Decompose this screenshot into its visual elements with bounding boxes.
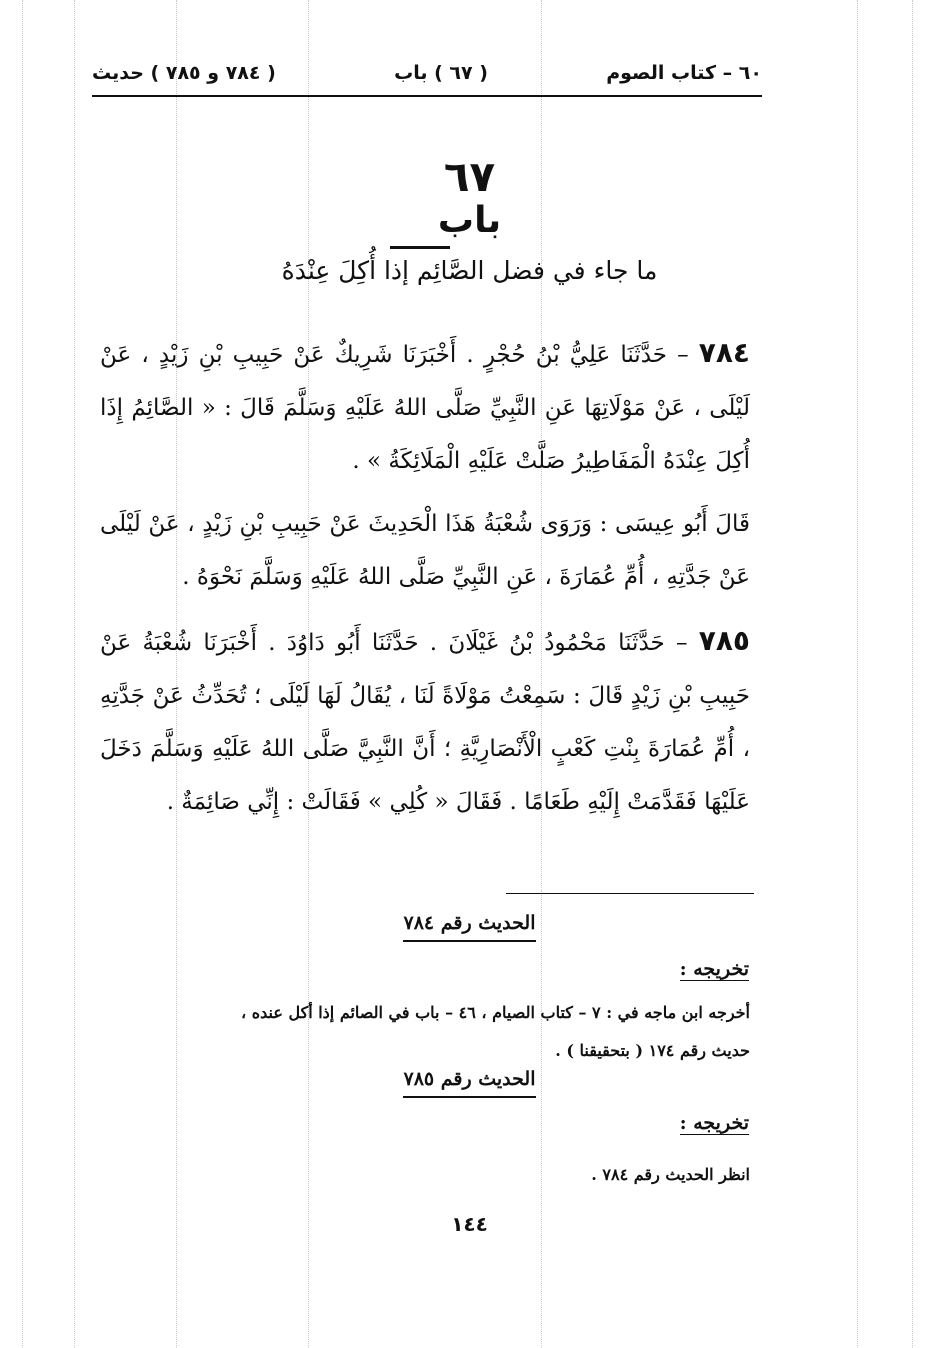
footnote-line: أخرجه ابن ماجه في : ٧ – كتاب الصيام ، ٤٦ – باب في الصائم إذا أكل عنده ، bbox=[241, 1003, 750, 1022]
chapter-heading: ما جاء في فضل الصَّائِم إذا أُكِلَ عِنْدَهُ bbox=[281, 256, 658, 285]
hadith-784 bbox=[100, 326, 750, 488]
header-hadith-range: ( ٧٨٤ و ٧٨٥ ) حديث bbox=[92, 62, 276, 84]
hadith-785 bbox=[100, 614, 750, 829]
footnote-line: انظر الحديث رقم ٧٨٤ . bbox=[591, 1165, 750, 1184]
footnote-line: حديث رقم ١٧٤ ( بتحقيقنا ) . bbox=[555, 1041, 750, 1060]
chapter-number: ٦٧ bbox=[443, 152, 496, 201]
header-rule bbox=[92, 95, 762, 97]
header-chapter: ( ٦٧ ) باب bbox=[394, 62, 488, 84]
hadith-number: ٧٨٥ bbox=[698, 624, 751, 657]
bab-title: باب bbox=[437, 200, 502, 241]
footnote-separator bbox=[506, 893, 754, 894]
footnote-title-text: الحديث رقم ٧٨٤ bbox=[403, 912, 535, 942]
running-header bbox=[92, 56, 762, 90]
takhrij-label: تخريجه : bbox=[679, 958, 749, 980]
hadith-number: ٧٨٤ bbox=[698, 336, 751, 369]
footnote-title-text: الحديث رقم ٧٨٥ bbox=[403, 1068, 535, 1098]
hadith-text: – حَدَّثَنَا مَحْمُودُ بْنُ غَيْلَانَ . حَدَّثَنَا أَبُو دَاوُدَ . أَخْبَرَنَا شُعْبَةُ عَنْ حَبِيبِ بْنِ زَيْدٍ قَالَ : سَمِعْتُ مَوْلَاةً لَنَا ، يُقَالُ لَهَا لَيْلَى ؛ تُحَدِّثُ عَنْ جَدَّتِهِ ، أُمِّ عُمَارَةَ بِنْتِ كَعْبٍ الْأَنْصَارِيَّةِ ؛ أَنَّ النَّبِيَّ صَلَّى اللهُ عَلَيْهِ وَسَلَّمَ دَخَلَ عَلَيْهَا فَقَدَّمَتْ إِلَيْهِ طَعَامًا . فَقَالَ « كُلِي » فَقَالَتْ : إِنِّي صَائِمَةٌ . bbox=[100, 630, 750, 815]
abu-isa-note: قَالَ أَبُو عِيسَى : وَرَوَى شُعْبَةُ هَذَا الْحَدِيثَ عَنْ حَبِيبِ بْنِ زَيْدٍ ، عَنْ لَيْلَى عَنْ جَدَّتِهِ ، أُمِّ عُمَارَةَ ، عَنِ النَّبِيِّ صَلَّى اللهُ عَلَيْهِ وَسَلَّمَ نَحْوَهُ . bbox=[100, 511, 750, 590]
main-text bbox=[100, 326, 750, 839]
header-book-title: ٦٠ – كتاب الصوم bbox=[606, 62, 762, 84]
footnote-title bbox=[0, 912, 939, 942]
takhrij-label: تخريجه : bbox=[679, 1112, 749, 1134]
page-number: ١٤٤ bbox=[451, 1212, 488, 1236]
bab-underline bbox=[390, 246, 450, 249]
hadith-text: – حَدَّثَنَا عَلِيُّ بْنُ حُجْرٍ . أَخْبَرَنَا شَرِيكٌ عَنْ حَبِيبِ بْنِ زَيْدٍ ، عَنْ لَيْلَى ، عَنْ مَوْلَاتِهَا عَنِ النَّبِيِّ صَلَّى اللهُ عَلَيْهِ وَسَلَّمَ قَالَ : « الصَّائِمُ إِذَا أُكِلَ عِنْدَهُ الْمَفَاطِيرُ صَلَّتْ عَلَيْهِ الْمَلَائِكَةُ » . bbox=[100, 342, 750, 474]
footnote-title bbox=[0, 1068, 939, 1098]
